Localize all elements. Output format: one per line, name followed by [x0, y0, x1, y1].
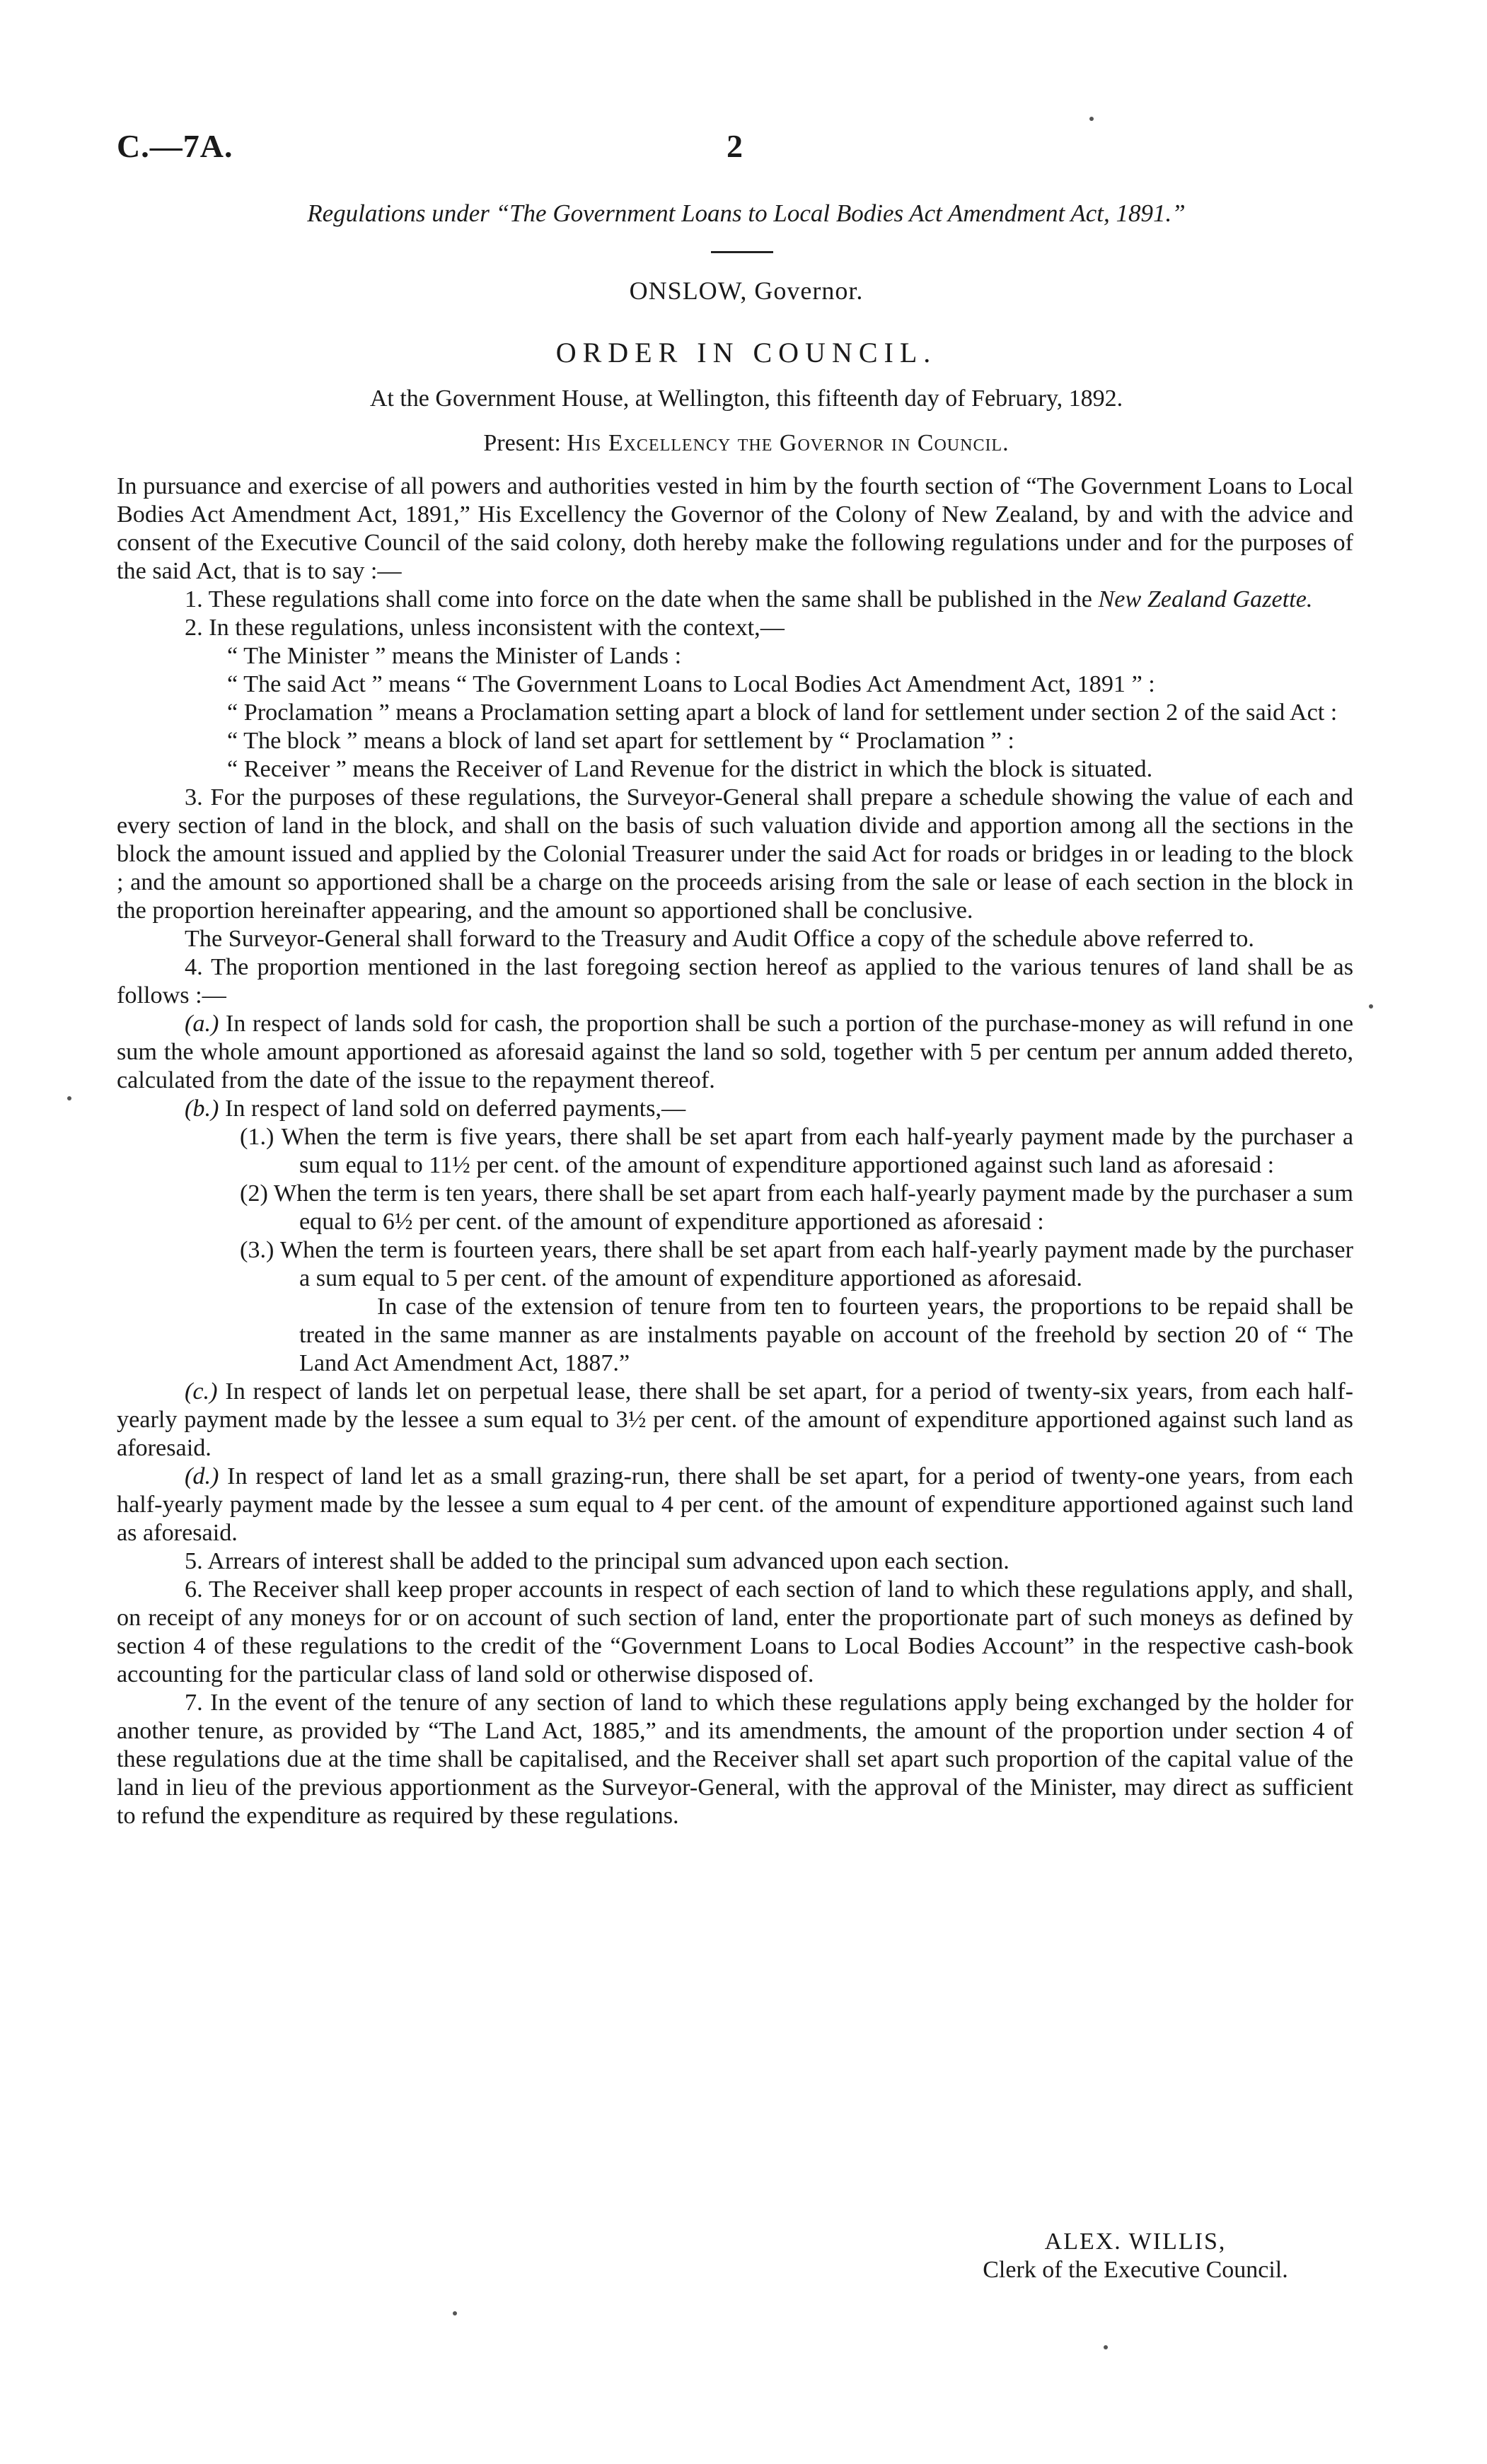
- section-4b: [117, 1095, 1353, 1123]
- gazette-name: New Zealand Gazette.: [1098, 586, 1313, 612]
- section-5: 5. Arrears of interest shall be added to the principal sum advanced upon each section.: [185, 1548, 1009, 1574]
- scan-speck: [1104, 2345, 1108, 2349]
- regulations-body: [117, 472, 1353, 1830]
- regulations-title: Regulations under “The Government Loans to Local Bodies Act Amendment Act, 1891.”: [307, 199, 1186, 227]
- present-who: His Excellency the Governor in Council.: [567, 430, 1009, 456]
- section-4b-item-3: (3.) When the term is fourteen years, there shall be set apart from each half-yearly payment made by the purchaser a sum equal to 5 per cent. of the amount of expenditure apportioned as aforesaid.: [240, 1237, 1353, 1291]
- place-and-date: At the Government House, at Wellington, this fifteenth day of February, 1892.: [369, 385, 1123, 412]
- scan-speck: [67, 1096, 71, 1100]
- section-4a: [117, 1010, 1353, 1095]
- scan-speck: [1369, 1004, 1373, 1009]
- order-title: ORDER IN COUNCIL.: [555, 337, 937, 368]
- section-4b-item-1: (1.) When the term is five years, there shall be set apart from each half-yearly payment made by the purchaser a sum equal to 11½ per cent. of the amount of expenditure apportioned against such land as aforesaid :: [240, 1124, 1353, 1178]
- section-2-intro: 2. In these regulations, unless inconsistent with the context,—: [185, 615, 785, 641]
- section-3-forward: The Surveyor-General shall forward to the Treasury and Audit Office a copy of the schedule above referred to.: [185, 926, 1254, 952]
- definition-block: “ The block ” means a block of land set apart for settlement by “ Proclamation ” :: [227, 728, 1014, 754]
- scan-speck: [453, 2311, 457, 2315]
- section-1: [117, 586, 1353, 614]
- section-4b-text: In respect of land sold on deferred payments,—: [224, 1096, 686, 1122]
- definition-receiver: “ Receiver ” means the Receiver of Land Revenue for the district in which the block is situated.: [227, 756, 1153, 782]
- section-4d-text: In respect of land let as a small grazing-run, there shall be set apart, for a period of twenty-one years, from each half-yearly payment made by the lessee a sum equal to 4 per cent. of the amount of expenditure apportioned against such land as aforesaid.: [117, 1463, 1354, 1546]
- section-4d-label: (d.): [185, 1463, 219, 1489]
- section-4c-label: (c.): [185, 1378, 218, 1405]
- present-line: [117, 430, 1376, 457]
- section-4c: [117, 1378, 1353, 1463]
- definition-said-act: “ The said Act ” means “ The Government Loans to Local Bodies Act Amendment Act, 1891 ” :: [227, 671, 1155, 697]
- preamble: In pursuance and exercise of all powers and authorities vested in him by the fourth section of “The Government Loans to Local Bodies Act Amendment Act, 1891,” His Excellency the Governor of the Colony of New Zealand, by and with the advice and consent of the Executive Council of the said colony, doth hereby make the following regulations under and for the purposes of the said Act, that is to say :—: [117, 473, 1353, 584]
- scan-speck: [1089, 117, 1094, 121]
- section-4d: [117, 1463, 1353, 1547]
- section-4-intro: 4. The proportion mentioned in the last foregoing section hereof as applied to the various tenures of land shall be as follows :—: [117, 954, 1353, 1009]
- signatory-name: ALEX. WILLIS,: [1044, 2228, 1227, 2255]
- title-divider: [711, 251, 773, 253]
- governor-line: ONSLOW, Governor.: [629, 277, 864, 305]
- section-4b-label: (b.): [185, 1096, 219, 1122]
- section-3: 3. For the purposes of these regulations, the Surveyor-General shall prepare a schedule showing the value of each and every section of land in the block, and shall on the basis of such valuation divide and apportion among all the sections in the block the amount issued and applied by the Colonial Treasurer under the said Act for roads or bridges in or leading to the block ; and the amount so apportioned shall be a charge on the proceeds arising from the sale or lease of each section in the block in the proportion hereinafter appearing, and the amount so apportioned shall be conclusive.: [117, 784, 1353, 924]
- section-7: 7. In the event of the tenure of any section of land to which these regulations apply being exchanged by the holder for another tenure, as provided by “The Land Act, 1885,” and its amendments, the amount of the proportion under section 4 of these regulations due at the time shall be capitalised, and the Receiver shall set apart such proportion of the capital value of the land in lieu of the previous apportionment as the Surveyor-General, with the approval of the Minister, may direct as sufficient to refund the expenditure as required by these regulations.: [117, 1690, 1353, 1829]
- definition-proclamation: “ Proclamation ” means a Proclamation setting apart a block of land for settlement under section 2 of the said Act :: [227, 699, 1338, 726]
- section-1-text: 1. These regulations shall come into force on the date when the same shall be published in the: [185, 586, 1092, 612]
- section-4a-text: In respect of lands sold for cash, the proportion shall be such a portion of the purchase-money as will refund in one sum the whole amount apportioned as aforesaid against the land so sold, together with 5 per centum per annum added thereto, calculated from the date of the issue to the repayment thereof.: [117, 1011, 1353, 1093]
- section-6: 6. The Receiver shall keep proper accounts in respect of each section of land to which these regulations apply, and shall, on receipt of any moneys for or on account of such section of land, enter the proportionate part of such moneys as defined by section 4 of these regulations to the credit of the “Government Loans to Local Bodies Account” in the respective cash-book accounting for the particular class of land sold or otherwise disposed of.: [117, 1576, 1353, 1687]
- signatory-title: Clerk of the Executive Council.: [983, 2257, 1288, 2283]
- definition-minister: “ The Minister ” means the Minister of Lands :: [227, 643, 682, 669]
- page-number: 2: [727, 128, 743, 164]
- section-4a-label: (a.): [185, 1011, 219, 1037]
- signature-block: [905, 2228, 1365, 2284]
- section-4b-item-2: (2) When the term is ten years, there shall be set apart from each half-yearly payment made by the purchaser a sum equal to 6½ per cent. of the amount of expenditure apportioned as aforesaid :: [240, 1180, 1353, 1235]
- section-4b-extension: In case of the extension of tenure from ten to fourteen years, the proportions to be repaid shall be treated in the same manner as are instalments payable on account of the freehold by section 20 of “ The Land Act Amendment Act, 1887.”: [299, 1294, 1353, 1376]
- document-reference: C.—7A.: [117, 128, 233, 164]
- present-prefix: Present:: [483, 430, 561, 456]
- section-4c-text: In respect of lands let on perpetual lease, there shall be set apart, for a period of twenty-six years, from each half-yearly payment made by the lessee a sum equal to 3½ per cent. of the amount of expenditure apportioned against such land as aforesaid.: [117, 1378, 1353, 1461]
- page-header: [117, 127, 1376, 177]
